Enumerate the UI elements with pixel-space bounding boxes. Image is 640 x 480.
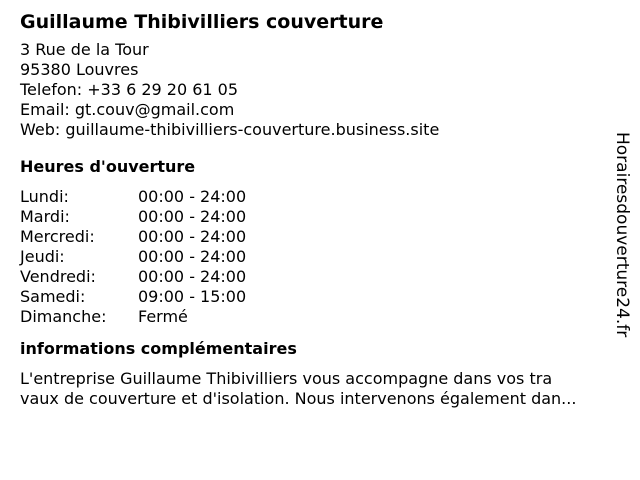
hours-row-wednesday — [20, 227, 610, 247]
day-label: Mercredi: — [20, 227, 95, 246]
street-address: 3 Rue de la Tour — [20, 40, 149, 59]
additional-info-text — [20, 369, 620, 409]
time-range: 00:00 - 24:00 — [138, 247, 247, 266]
site-watermark: Horairesdouverture24.fr — [612, 132, 632, 338]
contact-block — [20, 40, 610, 140]
hours-row-thursday — [20, 247, 610, 267]
city-postal: 95380 Louvres — [20, 60, 139, 79]
day-label: Jeudi: — [20, 247, 65, 266]
time-range: Fermé — [138, 307, 188, 326]
day-label: Dimanche: — [20, 307, 107, 326]
info-line: L'entreprise Guillaume Thibivilliers vous accompagne dans vos tra — [20, 369, 553, 388]
opening-hours-heading: Heures d'ouverture — [20, 157, 196, 176]
website: Web: guillaume-thibivilliers-couverture.business.site — [20, 120, 440, 139]
time-range: 00:00 - 24:00 — [138, 227, 247, 246]
hours-row-sunday — [20, 307, 610, 327]
day-label: Samedi: — [20, 287, 86, 306]
time-range: 00:00 - 24:00 — [138, 207, 247, 226]
opening-hours-table — [20, 187, 610, 327]
business-name: Guillaume Thibivilliers couverture — [20, 11, 384, 33]
hours-row-friday — [20, 267, 610, 287]
phone-number: Telefon: +33 6 29 20 61 05 — [20, 80, 239, 99]
email-address: Email: gt.couv@gmail.com — [20, 100, 235, 119]
time-range: 00:00 - 24:00 — [138, 187, 247, 206]
hours-row-saturday — [20, 287, 610, 307]
additional-info-heading: informations complémentaires — [20, 339, 297, 358]
hours-row-tuesday — [20, 207, 610, 227]
day-label: Vendredi: — [20, 267, 96, 286]
time-range: 09:00 - 15:00 — [138, 287, 247, 306]
info-line: vaux de couverture et d'isolation. Nous intervenons également dan... — [20, 389, 577, 408]
business-card — [20, 10, 610, 409]
hours-row-monday — [20, 187, 610, 207]
time-range: 00:00 - 24:00 — [138, 267, 247, 286]
day-label: Mardi: — [20, 207, 70, 226]
day-label: Lundi: — [20, 187, 69, 206]
